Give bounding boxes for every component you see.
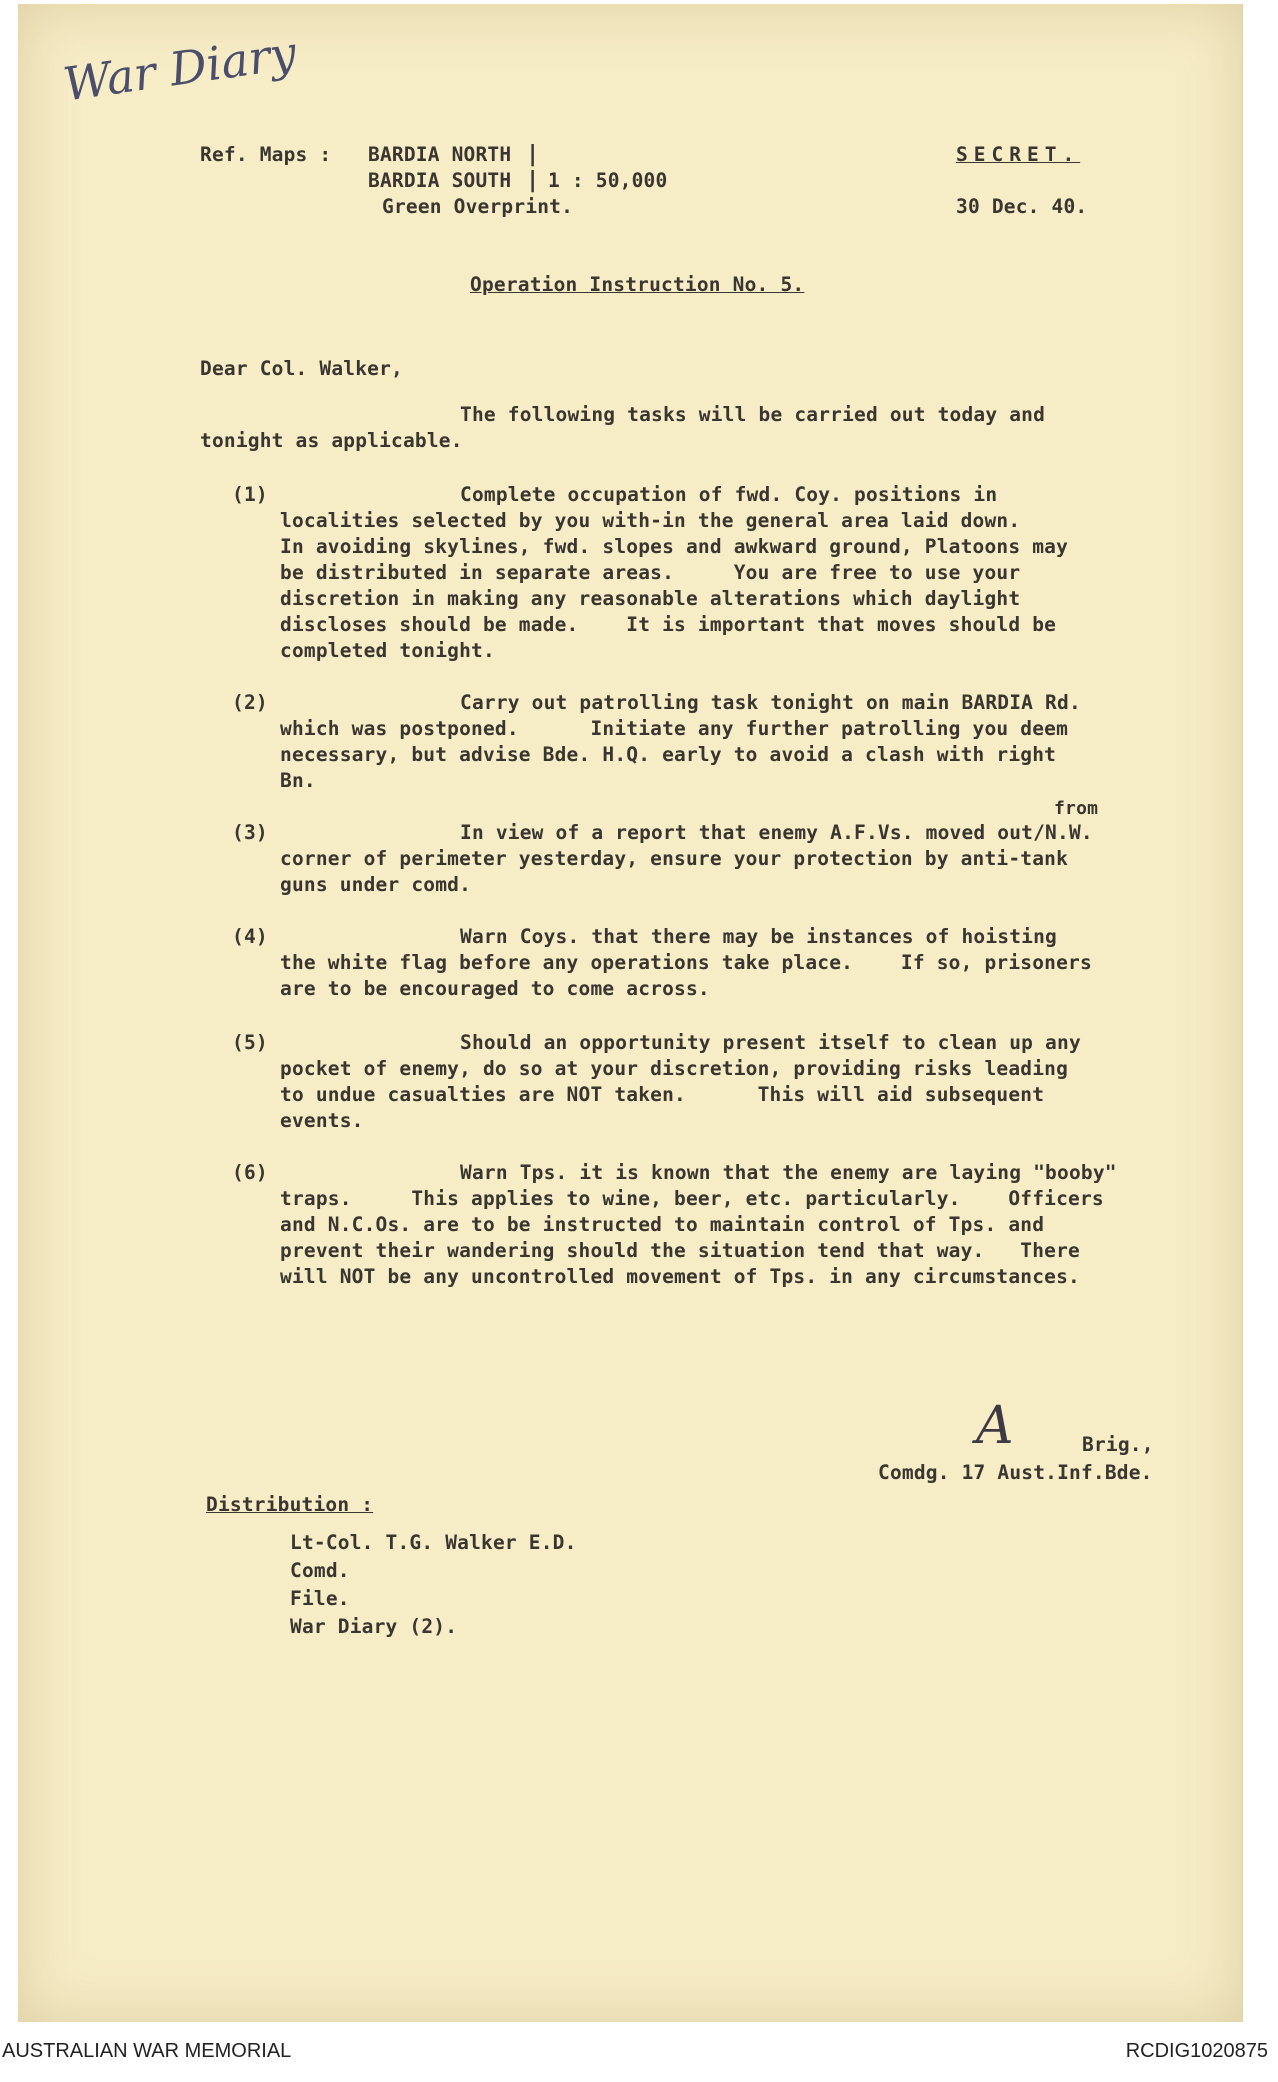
signature-command: Comdg. 17 Aust.Inf.Bde. xyxy=(878,1461,1153,1484)
paragraph-line: traps. This applies to wine, beer, etc. particularly. Officers xyxy=(280,1187,1104,1210)
paragraph-line: completed tonight. xyxy=(280,639,495,662)
paragraph-number: (5) xyxy=(232,1031,268,1054)
paragraph-number: (6) xyxy=(232,1161,268,1184)
paragraph-line: the white flag before any operations take place. If so, prisoners xyxy=(280,951,1092,974)
handwritten-annotation: War Diary xyxy=(60,25,300,112)
paragraph-line: which was postponed. Initiate any further patrolling you deem xyxy=(280,717,1069,740)
footer-source: AUSTRALIAN WAR MEMORIAL xyxy=(2,2040,292,2062)
paragraph-line: Should an opportunity present itself to clean up any xyxy=(460,1031,1081,1054)
paragraph-line: guns under comd. xyxy=(280,873,472,896)
paragraph-number: (4) xyxy=(232,925,268,948)
map-name-north: BARDIA NORTH xyxy=(368,143,512,166)
map-bracket: | xyxy=(526,142,540,167)
document-page xyxy=(18,4,1243,2022)
paragraph-line: necessary, but advise Bde. H.Q. early to avoid a clash with right xyxy=(280,743,1057,766)
document-title: Operation Instruction No. 5. xyxy=(470,273,805,296)
paragraph-line: localities selected by you with-in the general area laid down. xyxy=(280,509,1021,532)
paragraph-number: (3) xyxy=(232,821,268,844)
map-overprint: Green Overprint. xyxy=(382,195,574,218)
map-bracket: | xyxy=(526,168,540,193)
paragraph-line: Carry out patrolling task tonight on main BARDIA Rd. xyxy=(460,691,1081,714)
paragraph-line: discloses should be made. It is important that moves should be xyxy=(280,613,1057,636)
paragraph-line: Bn. xyxy=(280,769,316,792)
paragraph-line: prevent their wandering should the situation tend that way. There xyxy=(280,1239,1080,1262)
paragraph-line: Complete occupation of fwd. Coy. positions in xyxy=(460,483,998,506)
paragraph-line: are to be encouraged to come across. xyxy=(280,977,710,1000)
distribution-item: Comd. xyxy=(290,1559,350,1582)
paragraph-line: to undue casualties are NOT taken. This will aid subsequent xyxy=(280,1083,1045,1106)
classification: SECRET. xyxy=(956,143,1081,166)
paragraph-line: events. xyxy=(280,1109,364,1132)
paragraph-line: and N.C.Os. are to be instructed to maintain control of Tps. and xyxy=(280,1213,1045,1236)
paragraph-line: be distributed in separate areas. You are free to use your xyxy=(280,561,1021,584)
map-name-south: BARDIA SOUTH xyxy=(368,169,512,192)
paragraph-line: Warn Coys. that there may be instances of hoisting xyxy=(460,925,1057,948)
paragraph-number: (2) xyxy=(232,691,268,714)
document-date: 30 Dec. 40. xyxy=(956,195,1088,218)
signature-rank: Brig., xyxy=(1082,1433,1154,1456)
intro-line: tonight as applicable. xyxy=(200,429,463,452)
paragraph-line: In view of a report that enemy A.F.Vs. moved out/N.W. xyxy=(460,821,1093,844)
map-scale: 1 : 50,000 xyxy=(548,169,668,192)
paragraph-line: In avoiding skylines, fwd. slopes and awkward ground, Platoons may xyxy=(280,535,1069,558)
paragraph-line: pocket of enemy, do so at your discretion, providing risks leading xyxy=(280,1057,1069,1080)
paragraph-line: will NOT be any uncontrolled movement of Tps. in any circumstances. xyxy=(280,1265,1080,1288)
salutation: Dear Col. Walker, xyxy=(200,357,403,380)
handwritten-insert: from xyxy=(1054,798,1099,819)
footer-record-id: RCDIG1020875 xyxy=(1125,2040,1268,2062)
paragraph-line: discretion in making any reasonable alterations which daylight xyxy=(280,587,1021,610)
paragraph-line: corner of perimeter yesterday, ensure your protection by anti-tank xyxy=(280,847,1069,870)
distribution-item: Lt-Col. T.G. Walker E.D. xyxy=(290,1531,577,1554)
paragraph-number: (1) xyxy=(232,483,268,506)
distribution-item: War Diary (2). xyxy=(290,1615,458,1638)
distribution-label: Distribution : xyxy=(206,1493,374,1516)
distribution-item: File. xyxy=(290,1587,350,1610)
signature-initials: A xyxy=(976,1396,1014,1456)
ref-maps-label: Ref. Maps : xyxy=(200,143,332,166)
paragraph-line: Warn Tps. it is known that the enemy are laying "booby" xyxy=(460,1161,1117,1184)
intro-line: The following tasks will be carried out today and xyxy=(460,403,1046,426)
